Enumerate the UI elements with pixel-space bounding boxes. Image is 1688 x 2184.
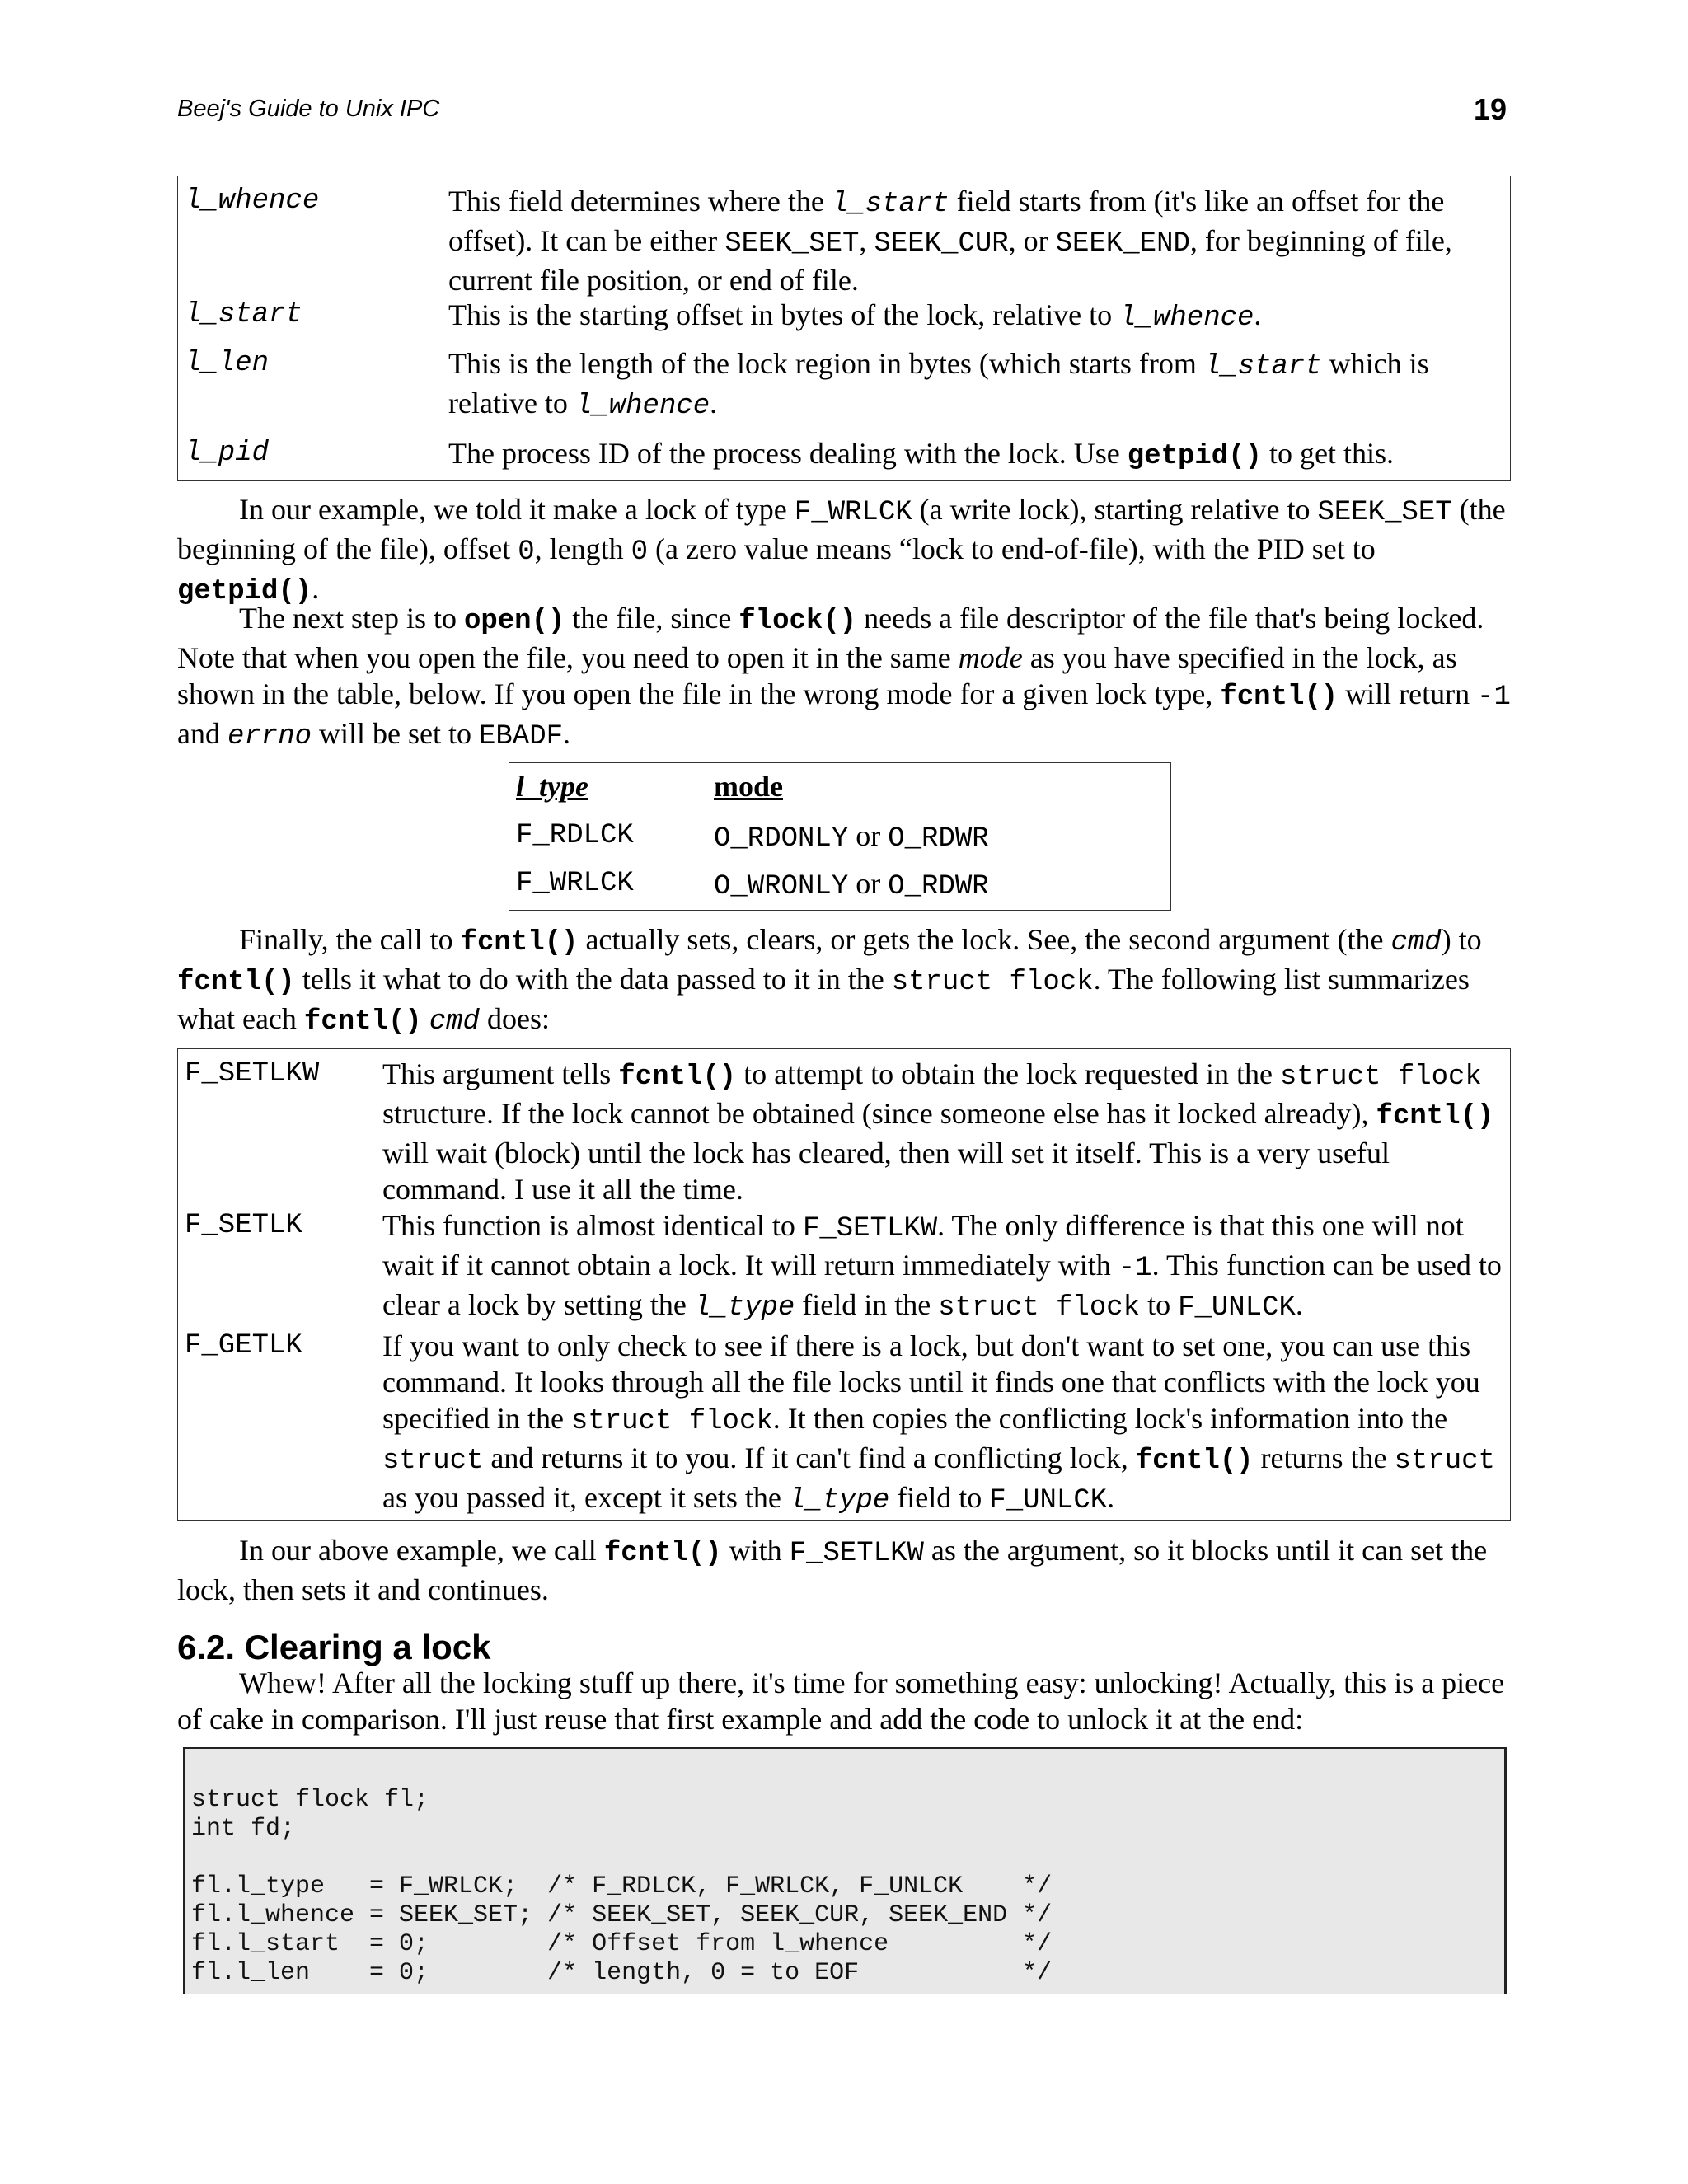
paragraph-text: In our example, we told it make a lock of type F_WRLCK (a write lock), starting relative to SEEK_SET (the beginning of the file), offset 0, length 0 (a zero value means “lock to end-of-file), with the PID set to getpid(). — [177, 493, 1506, 607]
field-definition: This field determines where the l_start field starts from (it's like an offset for the offset). It can be either SEEK_SET, SEEK_CUR, or SEEK_END, for beginning of file, current file position, or end of file. — [448, 185, 1452, 297]
field-term: l_len — [185, 348, 270, 379]
mode-cell: O_WRONLY or O_RDWR — [714, 867, 989, 902]
code-block — [183, 1747, 1507, 1994]
running-header-title: Beej's Guide to Unix IPC — [177, 96, 440, 122]
mode-table — [509, 762, 1171, 911]
cmd-term: F_GETLK — [185, 1330, 302, 1361]
paragraph-text: In our above example, we call fcntl() with F_SETLKW as the argument, so it blocks until it can set the lock, then sets it and continues. — [177, 1534, 1488, 1606]
cmd-definition: This function is almost identical to F_SETLKW. The only difference is that this one will not wait if it cannot obtain a lock. It will return immediately with -1. This function can be used to clear a lock by setting the l_type field in the struct flock to F_UNLCK. — [382, 1209, 1502, 1324]
column-header-l-type: l_type — [516, 770, 588, 803]
paragraph-open-file — [177, 600, 1511, 755]
section-heading: 6.2. Clearing a lock — [177, 1628, 491, 1666]
field-definition: This is the starting offset in bytes of the lock, relative to l_whence. — [448, 298, 1262, 334]
page-number: 19 — [1473, 92, 1507, 126]
flock-fields-table — [177, 176, 1511, 481]
fcntl-cmd-table — [177, 1048, 1511, 1521]
cmd-definition: If you want to only check to see if there is a lock, but don't want to set one, you can use this command. It looks through all the file locks until it finds one that conflicts with the lock you specified in the struct flock. It then copies the conflicting lock's information into the struct and returns it to you. If it can't find a conflicting lock, fcntl() returns the struct as you passed it, except it sets the l_type field to F_UNLCK. — [382, 1329, 1495, 1516]
lock-type-cell: F_WRLCK — [516, 868, 634, 899]
cmd-definition: This argument tells fcntl() to attempt to obtain the lock requested in the struct flock structure. If the lock cannot be obtained (since someone else has it locked already), fcntl() will wait (block) until the lock has cleared, then will set it itself. This is a very useful command. I use it all the time. — [382, 1057, 1494, 1206]
paragraph-example-lock — [177, 491, 1511, 610]
field-definition: This is the length of the lock region in bytes (which starts from l_start which is relative to l_whence. — [448, 347, 1429, 422]
paragraph-text: Finally, the call to fcntl() actually sets, clears, or gets the lock. See, the second argument (the cmd) to fcntl() tells it what to do with the data passed to it in the struct flock. The following list summarizes what each fcntl() cmd does: — [177, 923, 1482, 1038]
paragraph-example-summary — [177, 1532, 1511, 1608]
code-text: struct flock fl; int fd; fl.l_type = F_WRLCK; /* F_RDLCK, F_WRLCK, F_UNLCK */ fl.l_whence = SEEK_SET; /* SEEK_SET, SEEK_CUR, SEEK_END */ fl.l_start = 0; /* Offset from l_whence */ fl.l_len = 0; /* length, 0 = to EOF */ — [191, 1786, 1053, 1987]
paragraph-fcntl-call — [177, 921, 1511, 1040]
paragraph-text: Whew! After all the locking stuff up there, it's time for something easy: unlocking! Actually, this is a piece of cake in comparison. I'll just reuse that first example and add the code to unlock it at the end: — [177, 1666, 1505, 1736]
field-term: l_pid — [185, 438, 270, 469]
field-term: l_start — [185, 299, 302, 330]
mode-cell: O_RDONLY or O_RDWR — [714, 819, 989, 855]
cmd-term: F_SETLK — [185, 1210, 302, 1241]
field-definition: The process ID of the process dealing with the lock. Use getpid() to get this. — [448, 437, 1394, 472]
field-term: l_whence — [185, 185, 320, 217]
paragraph-unlock-intro — [177, 1665, 1511, 1737]
cmd-term: F_SETLKW — [185, 1058, 320, 1090]
paragraph-text: The next step is to open() the file, since flock() needs a file descriptor of the file that's being locked. Note that when you open the file, you need to open it in the same mode as you have specified in the lock, as shown in the table, below. If you open the file in the wrong mode for a given lock type, fcntl() will return -1 and errno will be set to EBADF. — [177, 602, 1511, 752]
lock-type-cell: F_RDLCK — [516, 820, 634, 851]
column-header-mode: mode — [714, 770, 783, 803]
